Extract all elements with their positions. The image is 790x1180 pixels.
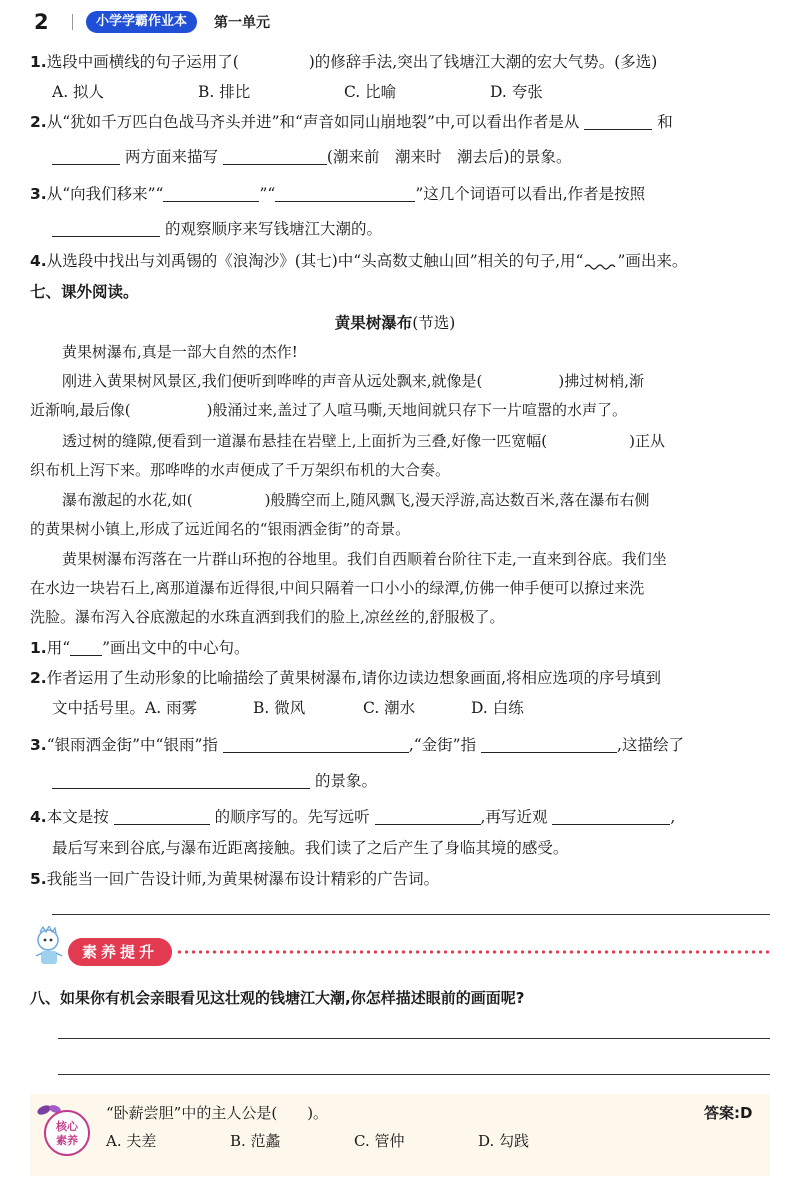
header-divider	[72, 14, 73, 30]
core-option-b[interactable]: B. 范蠡	[230, 1132, 281, 1150]
s7-q2-option-d[interactable]: D. 白练	[471, 699, 524, 717]
s6-q3-text-a: 从“向我们移来”“	[46, 185, 164, 203]
s7-q4-blank-1[interactable]	[114, 808, 210, 825]
wavy-underline-icon	[583, 255, 617, 271]
s7-q3-number: 3.	[30, 736, 47, 754]
s6-q1-line	[30, 51, 657, 73]
s7-q2-option-b[interactable]: B. 微风	[253, 699, 306, 717]
s6-q3-blank-3[interactable]	[52, 220, 160, 237]
article-paragraph-5-line1: 黄果树瀑布泻落在一片群山环抱的谷地里。我们自西顺着台阶往下走,一直来到谷底。我们坐	[62, 550, 667, 568]
article-paragraph-4-line1	[30, 489, 770, 511]
s7-q4-text-d: ,	[670, 808, 676, 826]
s6-q4-number: 4.	[30, 252, 47, 270]
s6-q1-number: 1.	[30, 53, 47, 71]
p4-text-b: )般腾空而上,随风飘飞,漫天浮游,高达数百米,落在瀑布右侧	[264, 491, 650, 509]
s7-q2-option-a[interactable]: A. 雨雾	[145, 699, 198, 717]
s6-q3-number: 3.	[30, 185, 47, 203]
s6-q1-option-a[interactable]: A. 拟人	[52, 83, 105, 101]
s7-q2-option-c[interactable]: C. 潮水	[363, 699, 416, 717]
article-paragraph-3-line2: 织布机上泻下来。那哗哗的水声便成了千万架织布机的大合奏。	[30, 461, 451, 479]
s6-q2-line1	[30, 111, 673, 133]
p2-text-b: )拂过树梢,渐	[558, 372, 645, 390]
s6-q4-text-a: 从选段中找出与刘禹锡的《浪淘沙》(其七)中“头高数丈触山回”相关的句子,用“	[46, 252, 584, 270]
article-title	[0, 311, 790, 333]
p2-text-d: )般涌过来,盖过了人喧马嘶,天地间就只存下一片喧嚣的水声了。	[206, 401, 628, 419]
s7-q3-blank-1[interactable]	[223, 736, 409, 753]
core-options	[106, 1130, 529, 1151]
s7-q5-text: 我能当一回广告设计师,为黄果树瀑布设计精彩的广告词。	[46, 870, 440, 888]
core-option-c[interactable]: C. 管仲	[354, 1132, 405, 1150]
core-answer: 答案:D	[704, 1104, 753, 1122]
s8-answer-line-2[interactable]	[58, 1074, 770, 1075]
s7-q1-number: 1.	[30, 639, 47, 657]
s6-q4-text-b: ”画出来。	[617, 252, 688, 270]
s6-q2-blank-2[interactable]	[52, 148, 120, 165]
s6-q3-line1	[30, 183, 645, 205]
core-option-d[interactable]: D. 勾践	[478, 1132, 530, 1150]
s7-q4-blank-2[interactable]	[375, 808, 481, 825]
suyang-banner: 素养提升	[68, 938, 172, 966]
s6-q2-text-a: 从“犹如千万匹白色战马齐头并进”和“声音如同山崩地裂”中,可以看出作者是从	[46, 113, 580, 131]
s7-q1-text-a: 用“	[46, 639, 71, 657]
s7-q2-number: 2.	[30, 669, 47, 687]
s6-q3-text-b: ”“	[259, 185, 276, 203]
s6-q3-text-c: ”这几个词语可以看出,作者是按照	[415, 185, 646, 203]
s7-q5-line	[30, 868, 439, 890]
s7-q4-text-b: 的顺序写的。先写远听	[214, 808, 370, 826]
s7-q3-line2	[52, 770, 377, 792]
s7-q5-number: 5.	[30, 870, 47, 888]
s6-q3-text-d: 的观察顺序来写钱塘江大潮的。	[164, 220, 382, 238]
p2-text-c: 近渐响,最后像(	[30, 401, 131, 419]
s7-q2-text: 作者运用了生动形象的比喻描绘了黄果树瀑布,请你边读边想象画面,将相应选项的序号填到	[46, 669, 662, 687]
s6-q1-options	[52, 81, 543, 103]
s7-q4-text-c: ,再写近观	[480, 808, 548, 826]
p2-text-a: 刚进入黄果树风景区,我们便听到哗哗的声音从远处飘来,就像是(	[62, 372, 483, 390]
s7-q3-text-c: ,这描绘了	[617, 736, 684, 754]
article-paragraph-5-line2: 在水边一块岩石上,离那道瀑布近得很,中间只隔着一口小小的绿潭,仿佛一伸手便可以撩过来洗	[30, 579, 645, 597]
s6-q2-text-b: 两方面来描写	[124, 148, 218, 166]
s6-q2-number: 2.	[30, 113, 47, 131]
s7-q3-line1	[30, 734, 684, 756]
straight-underline-sample	[70, 643, 102, 656]
core-question: “卧薪尝胆”中的主人公是( )。	[106, 1104, 329, 1122]
s7-q3-blank-3[interactable]	[52, 772, 310, 789]
article-title-note: (节选)	[412, 314, 456, 332]
s7-q3-text-b: ,“金街”指	[408, 736, 477, 754]
page-number: 2	[34, 10, 49, 34]
s6-q1-text-a: 选段中画横线的句子运用了(	[46, 53, 239, 71]
s6-q2-line2	[52, 146, 572, 168]
s7-q3-text-a: “银雨洒金街”中“银雨”指	[46, 736, 218, 754]
s8-answer-line-1[interactable]	[58, 1038, 770, 1039]
article-paragraph-1: 黄果树瀑布,真是一部大自然的杰作!	[62, 343, 298, 361]
s6-q1-text-b: )的修辞手法,突出了钱塘江大潮的宏大气势。(多选)	[308, 53, 658, 71]
p3-text-a: 透过树的缝隙,便看到一道瀑布悬挂在岩壁上,上面折为三叠,好像一匹宽幅(	[62, 432, 548, 450]
s6-q2-blank-3[interactable]	[223, 148, 327, 165]
s6-q3-blank-2[interactable]	[275, 185, 415, 202]
s7-heading: 七、课外阅读。	[30, 283, 139, 301]
unit-label: 第一单元	[214, 15, 270, 31]
article-paragraph-2-line1	[30, 370, 770, 392]
s7-q1-text-b: ”画出文中的中心句。	[102, 639, 250, 657]
s7-q1-line	[30, 637, 250, 659]
core-option-a[interactable]: A. 夫差	[106, 1132, 157, 1150]
s7-q4-number: 4.	[30, 808, 47, 826]
p4-text-a: 瀑布激起的水花,如(	[62, 491, 193, 509]
s6-q1-option-c[interactable]: C. 比喻	[344, 83, 397, 101]
s6-q4-line	[30, 250, 687, 272]
badge-line-1: 核心	[56, 1120, 78, 1133]
mascot-icon	[30, 926, 70, 970]
s6-q2-text-c: (潮来前 潮来时 潮去后)的景象。	[326, 148, 572, 166]
s7-q2-line1	[30, 667, 661, 689]
s6-q1-option-b[interactable]: B. 排比	[198, 83, 251, 101]
p3-text-b: )正从	[629, 432, 666, 450]
s6-q1-option-d[interactable]: D. 夸张	[490, 83, 543, 101]
s7-q4-line2: 最后写来到谷底,与瀑布近距离接触。我们读了之后产生了身临其境的感受。	[52, 839, 569, 857]
s7-q3-blank-2[interactable]	[481, 736, 617, 753]
s6-q3-blank-1[interactable]	[163, 185, 259, 202]
badge-line-2: 素养	[56, 1134, 78, 1147]
s6-q2-blank-1[interactable]	[584, 113, 652, 130]
core-literacy-badge	[44, 1110, 90, 1156]
s7-q2-text-b: 文中括号里。	[52, 699, 146, 717]
s8-question: 八、如果你有机会亲眼看见这壮观的钱塘江大潮,你怎样描述眼前的画面呢?	[30, 989, 525, 1007]
article-title-text: 黄果树瀑布	[334, 314, 413, 332]
article-paragraph-3-line1	[30, 430, 770, 452]
article-paragraph-5-line3: 洗脸。瀑布泻入谷底激起的水珠直洒到我们的脸上,凉丝丝的,舒服极了。	[30, 608, 505, 626]
article-paragraph-2-line2	[30, 399, 770, 421]
s7-q3-text-d: 的景象。	[314, 772, 377, 790]
s7-q4-text-a: 本文是按	[46, 808, 109, 826]
book-title-badge: 小学学霸作业本	[86, 11, 197, 33]
s7-q2-line2	[52, 697, 524, 719]
dotted-divider	[176, 950, 770, 954]
s7-q4-line1	[30, 806, 675, 828]
s7-q5-answer-line[interactable]	[52, 914, 770, 915]
s7-q4-blank-3[interactable]	[552, 808, 670, 825]
s6-q3-line2	[52, 218, 382, 240]
s6-q2-and: 和	[657, 113, 673, 131]
article-paragraph-4-line2: 的黄果树小镇上,形成了远近闻名的“银雨洒金街”的奇景。	[30, 520, 411, 538]
